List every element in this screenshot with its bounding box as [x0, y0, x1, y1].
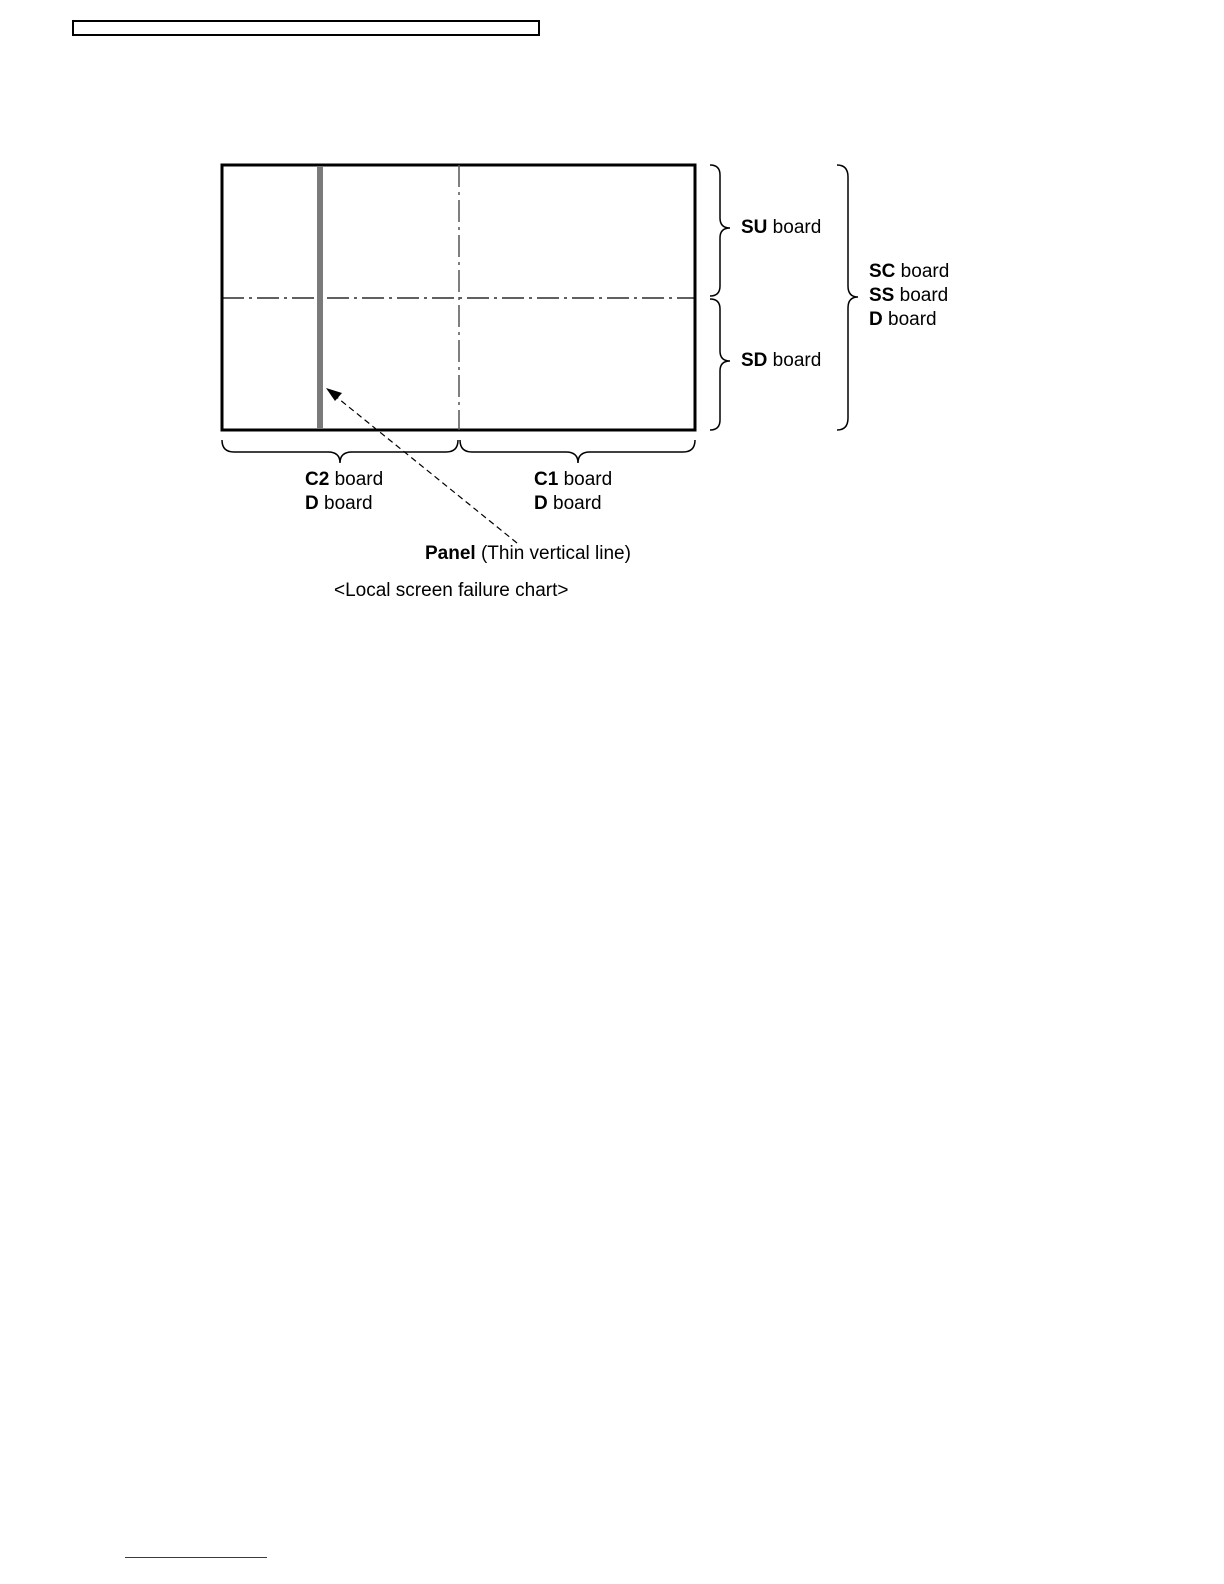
label-ss-board: SS board — [869, 285, 949, 306]
brace-su — [710, 165, 730, 296]
label-d-board-left: D board — [305, 493, 373, 514]
brace-outer — [837, 165, 858, 430]
label-d-board-right: D board — [869, 309, 937, 330]
footer-link[interactable] — [125, 1557, 267, 1558]
label-su-board: SU board — [741, 217, 822, 238]
label-panel: Panel (Thin vertical line) — [425, 543, 631, 564]
label-sd-board: SD board — [741, 350, 822, 371]
label-c1-board: C1 board — [534, 469, 613, 490]
brace-c2 — [222, 440, 458, 463]
brace-c1 — [460, 440, 695, 463]
label-d-board-c1: D board — [534, 493, 602, 514]
brace-sd — [710, 299, 730, 430]
diagram-caption: <Local screen failure chart> — [334, 580, 569, 601]
label-sc-board: SC board — [869, 261, 950, 282]
fault-vertical-line — [317, 166, 323, 429]
panel-pointer-arrowhead — [326, 388, 342, 401]
label-c2-board: C2 board — [305, 469, 384, 490]
